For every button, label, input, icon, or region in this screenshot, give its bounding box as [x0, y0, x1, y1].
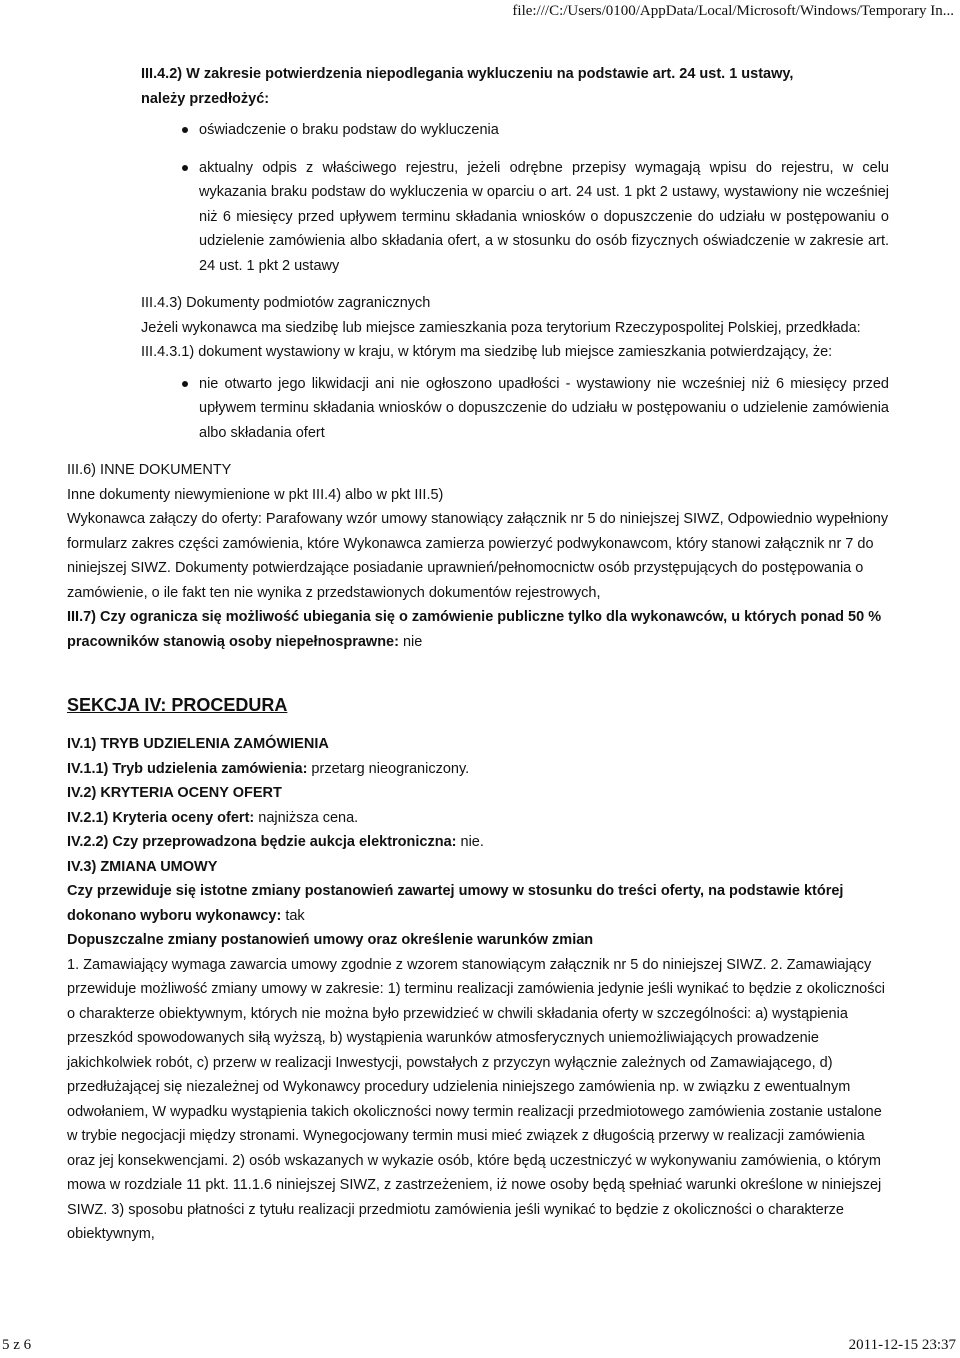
document-body	[67, 62, 889, 1247]
list-item-text: oświadczenie o braku podstaw do wykluczenia	[199, 122, 499, 138]
iv-3-changes-title: Dopuszczalne zmiany postanowień umowy oraz określenie warunków zmian	[67, 932, 594, 948]
browser-url: file:///C:/Users/0100/AppData/Local/Microsoft/Windows/Temporary In...	[512, 3, 954, 19]
iv-3-question	[67, 879, 889, 928]
iv-1-1-label: IV.1.1) Tryb udzielenia zamówienia:	[67, 760, 308, 777]
section-iii-6-line1: Inne dokumenty niewymienione w pkt III.4) albo w pkt III.5)	[67, 486, 444, 503]
section-iii-4-3-title: III.4.3) Dokumenty podmiotów zagranicznych	[141, 295, 431, 311]
section-iii-4-3-1: III.4.3.1) dokument wystawiony w kraju, w którym ma siedzibę lub miejsce zamieszkania potwierdzający, że:	[141, 344, 833, 360]
iv-2-title: IV.2) KRYTERIA OCENY OFERT	[67, 785, 282, 801]
section-iii-7	[67, 605, 889, 654]
section-iii-7-question: III.7) Czy ogranicza się możliwość ubiegania się o zamówienie publiczne tylko dla wykonawców, u których ponad 50 % pracowników stanowią osoby niepełnosprawne:	[67, 609, 882, 650]
print-datetime: 2011-12-15 23:37	[848, 1337, 956, 1353]
iv-2-1-label: IV.2.1) Kryteria oceny ofert:	[67, 809, 255, 826]
bullet-icon	[182, 381, 188, 387]
iv-1-title: IV.1) TRYB UDZIELENIA ZAMÓWIENIA	[67, 736, 329, 752]
iv-2-2-label: IV.2.2) Czy przeprowadzona będzie aukcja elektroniczna:	[67, 834, 457, 850]
list-item-text: nie otwarto jego likwidacji ani nie ogłoszono upadłości - wystawiony nie wcześniej niż 6 miesięcy przed upływem terminu składania wniosków o dopuszczenie do udziału w postępowaniu o udzielenie zamówienia albo składania ofert	[199, 375, 889, 441]
bullet-icon	[182, 165, 188, 171]
section-iii-7-answer: nie	[398, 633, 423, 650]
list-item-text: aktualny odpis z właściwego rejestru, jeżeli odrębne przepisy wymagają wpisu do rejestru, w celu wykazania braku podstaw do wykluczenia w oparciu o art. 24 ust. 1 pkt 2 ustawy, wystawiony nie wcześniej niż 6 miesięcy przed upływem terminu składania wniosków o dopuszczenie do udziału w postępowaniu o udzielenie zamówienia albo składania ofert, a w stosunku do osób fizycznych oświadczenie w zakresie art. 24 ust. 1 pkt 2 ustawy	[199, 159, 889, 274]
iv-3-question-value: tak	[281, 907, 305, 924]
page-footer	[0, 1331, 960, 1357]
section-iii-4-2-title-line1: III.4.2) W zakresie potwierdzenia niepodlegania wykluczeniu na podstawie art. 24 ust. 1 ustawy,	[141, 66, 794, 82]
section-iii-6	[67, 458, 889, 605]
iv-3-title: IV.3) ZMIANA UMOWY	[67, 858, 218, 875]
iv-2-2-value: nie.	[456, 834, 484, 850]
section-iv-heading: SEKCJA IV: PROCEDURA	[67, 695, 288, 715]
section-iii-6-title: III.6) INNE DOKUMENTY	[67, 462, 232, 478]
iv-1-1	[67, 757, 889, 782]
iv-3-question-label: Czy przewiduje się istotne zmiany postanowień zawartej umowy w stosunku do treści oferty, na podstawie której dokonano wyboru wykonawcy:	[67, 883, 844, 924]
page-number: 5 z 6	[2, 1337, 32, 1353]
iv-2-2	[67, 830, 889, 855]
section-iii-6-body: Wykonawca załączy do oferty: Parafowany wzór umowy stanowiący załącznik nr 5 do niniejszej SIWZ, Odpowiednio wypełniony formularz zakres części zamówienia, które Wykonawca zamierza powierzyć podwykonawcom, który stanowi załącznik nr 7 do niniejszej SIWZ. Dokumenty potwierdzające posiadanie uprawnień/pełnomocnictw osób przystępujących do postępowania o zamówienie, o ile fakt ten nie wynika z przedstawionych dokumentów rejestrowych,	[67, 511, 889, 601]
section-iii-4-2	[67, 62, 889, 278]
iv-1-1-value: przetarg nieograniczony.	[307, 760, 470, 777]
list-item	[141, 372, 889, 446]
section-iii-4-2-title-line2: należy przedłożyć:	[141, 90, 270, 107]
section-iii-4-3-intro: Jeżeli wykonawca ma siedzibę lub miejsce zamieszkania poza terytorium Rzeczypospolitej Polskiej, przedkłada:	[141, 319, 861, 336]
section-iii-4-3	[67, 291, 889, 445]
iv-3-changes-body: 1. Zamawiający wymaga zawarcia umowy zgodnie z wzorem stanowiącym załącznik nr 5 do niniejszej SIWZ. 2. Zamawiający przewiduje możliwość zmiany umowy w zakresie: 1) terminu realizacji zamówienia jedynie jeśli wynikać to będzie z okoliczności o charakterze obiektywnym, których nie można było przewidzieć w chwili składania oferty w szczególności: a) wystąpienia przeszkód spowodowanych siłą wyższą, b) wystąpienia warunków atmosferycznych uniemożliwiających prowadzenie jakichkolwiek robót, c) przerw w realizacji Inwestycji, powstałych z przyczyn wyłącznie zależnych od Zamawiającego, d) przedłużającej się niezależnej od Wykonawcy procedury udzielenia niniejszego zamówienia np. w związku z ewentualnym odwołaniem, W wypadku wystąpienia takich okoliczności nowy termin realizacji przedmiotowego zamówienia zostanie ustalone w trybie negocjacji między stronami. Wynegocjowany termin musi mieć związek z długością przerwy w realizacji zamówienia oraz jej konsekwencjami. 2) osób wskazanych w wykazie osób, które będą uczestniczyć w wykonywaniu zamówienia, o którym mowa w rozdziale 11 pkt. 11.1.6 niniejszej SIWZ, z zastrzeżeniem, iż nowe osoby będą spełniać warunki określone w niniejszej SIWZ. 3) sposobu płatności z tytułu realizacji przedmiotu zamówienia jeśli wynikać to będzie z okoliczności o charakterze obiektywnym,	[67, 956, 885, 1242]
bullet-icon	[182, 127, 188, 133]
list-item	[141, 118, 889, 143]
iv-2-1-value: najniższa cena.	[254, 809, 359, 826]
list-item	[141, 156, 889, 279]
iv-2-1	[67, 806, 889, 831]
